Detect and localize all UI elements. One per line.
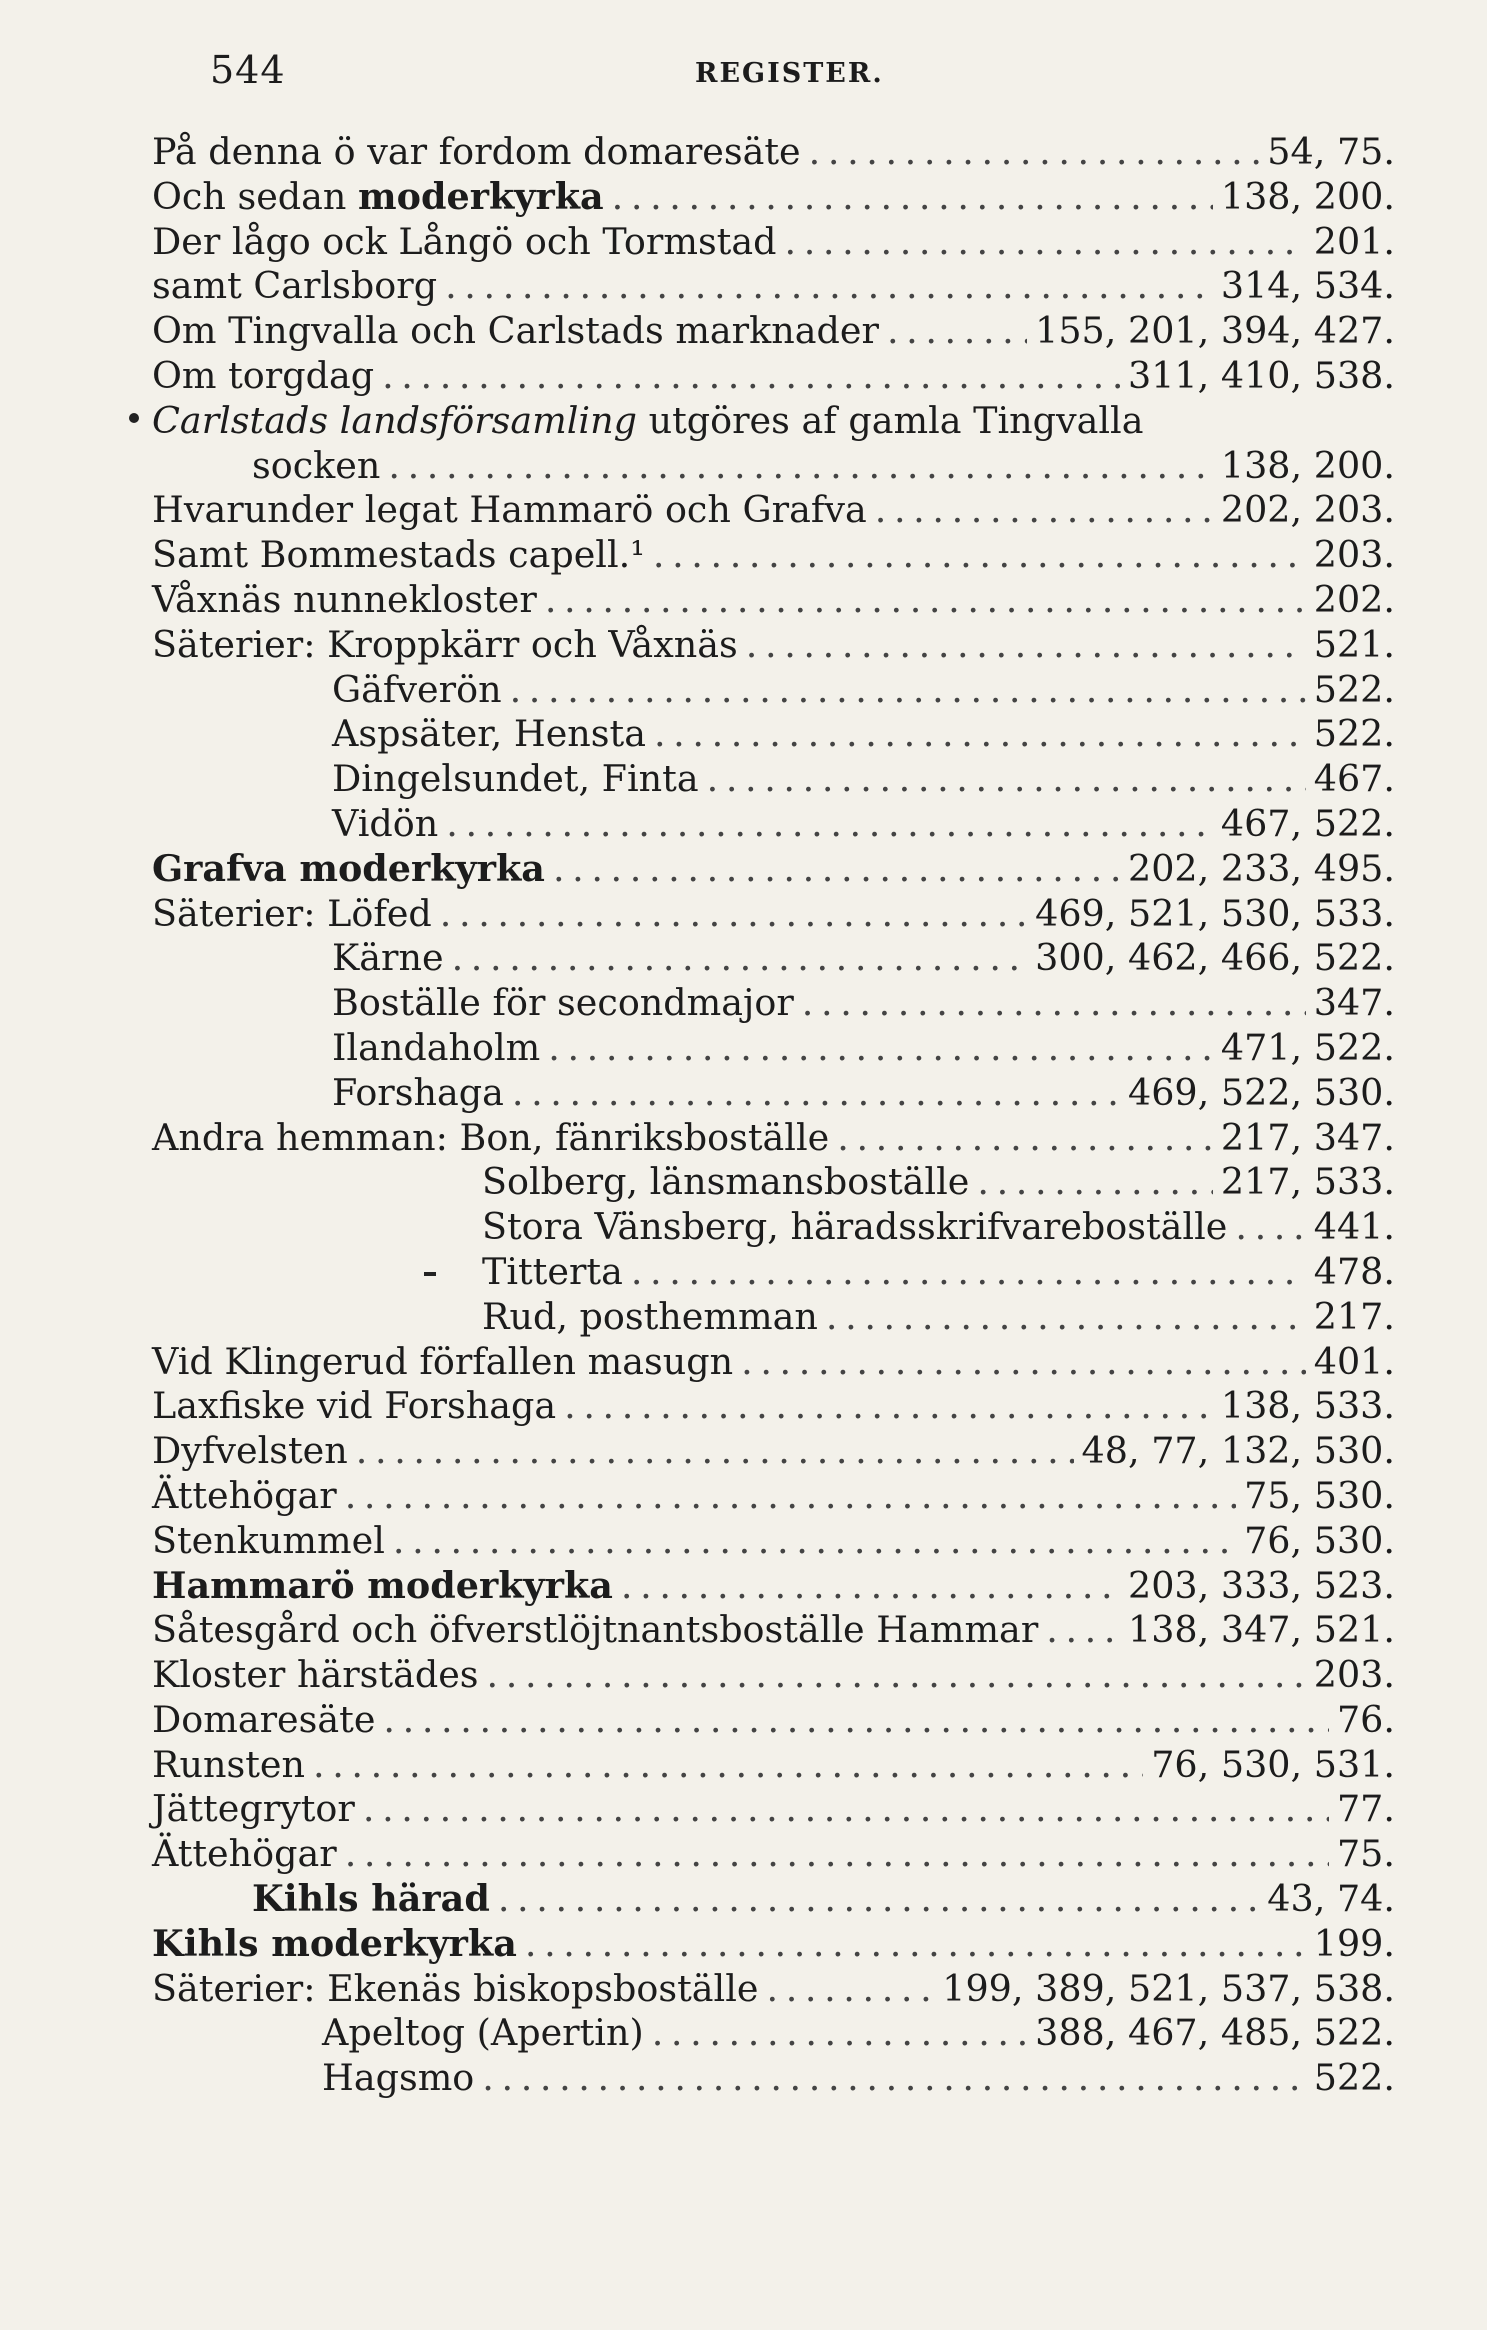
entry-label: Samt Bommestads capell.¹ (152, 533, 645, 577)
entry-label-bold: Grafva moderkyrka (152, 846, 545, 890)
entry-refs: 202, 203. (1220, 488, 1395, 532)
entry-refs: 138, 200. (1220, 443, 1395, 487)
entry-label: Dyfvelsten (152, 1429, 348, 1473)
entry-label: Våxnäs nunnekloster (152, 577, 537, 621)
index-entry (152, 309, 1395, 354)
entry-label: Rud, posthemman (482, 1294, 818, 1338)
entry-refs: 441. (1313, 1205, 1395, 1249)
entry-label: Andra hemman: Bon, fänriksboställe (152, 1115, 830, 1159)
entry-refs: 469, 522, 530. (1127, 1070, 1395, 1114)
entry-label: Kärne (332, 936, 444, 980)
entry-label: Dingelsundet, Finta (332, 757, 699, 801)
entry-label: Ättehögar (152, 1473, 337, 1517)
index-entry (152, 2056, 1395, 2101)
index-entry (152, 802, 1395, 847)
index-entry (152, 2011, 1395, 2056)
entry-label: Jättegrytor (152, 1787, 355, 1831)
entry-refs: 300, 462, 466, 522. (1035, 936, 1395, 980)
entry-label: På denna ö var fordom domaresäte (152, 130, 801, 173)
entry-label: Forshaga (332, 1070, 504, 1114)
index-entry (152, 399, 1395, 444)
entry-refs: 199, 389, 521, 537, 538. (942, 1966, 1395, 2010)
entry-label: Såtesgård och öfverstlöjtnantsboställe Hammar (152, 1608, 1039, 1652)
index-entry (152, 130, 1395, 175)
entry-refs: 522. (1313, 667, 1395, 711)
index-entry (152, 1922, 1395, 1967)
entry-label-bold: Kihls härad (252, 1877, 490, 1921)
entry-label: utgöres af gamla Tingvalla (636, 398, 1144, 442)
entry-label-bold: moderkyrka (358, 174, 604, 218)
index-entry (152, 847, 1395, 892)
entry-refs: 75. (1336, 1832, 1395, 1876)
margin-dash (424, 1272, 436, 1276)
entry-label: Säterier: Ekenäs biskopsboställe (152, 1966, 759, 2010)
entry-refs: 138, 200. (1220, 174, 1395, 218)
index-entries (152, 130, 1395, 2101)
index-entry (152, 1071, 1395, 1116)
entry-refs: 347. (1313, 981, 1395, 1025)
entry-label: Runsten (152, 1742, 306, 1786)
index-entry (152, 1384, 1395, 1429)
entry-label: Hagsmo (322, 2056, 475, 2100)
entry-label-italic: Carlstads landsförsamling (152, 398, 637, 442)
index-entry (152, 1116, 1395, 1161)
entry-refs: 314, 534. (1220, 264, 1395, 308)
index-entry (152, 1295, 1395, 1340)
index-entry (152, 1877, 1395, 1922)
entry-refs: 203. (1313, 1653, 1395, 1697)
index-entry (152, 220, 1395, 265)
entry-refs: 471, 522. (1220, 1025, 1395, 1069)
index-entry (152, 1608, 1395, 1653)
index-entry (152, 981, 1395, 1026)
index-entry (152, 533, 1395, 578)
index-entry (152, 1026, 1395, 1071)
index-entry (152, 1832, 1395, 1877)
index-entry (152, 668, 1395, 713)
index-entry (152, 1743, 1395, 1788)
entry-label: Och sedan (152, 174, 359, 218)
entry-label: Kloster härstädes (152, 1653, 479, 1697)
index-entry (152, 1429, 1395, 1474)
entry-refs: 478. (1313, 1249, 1395, 1293)
entry-refs: 467, 522. (1220, 801, 1395, 845)
index-entry (152, 892, 1395, 937)
entry-refs: 217, 533. (1220, 1160, 1395, 1204)
entry-refs: 203. (1313, 533, 1395, 577)
index-entry (152, 712, 1395, 757)
index-entry (152, 623, 1395, 668)
running-title: REGISTER. (695, 58, 884, 89)
index-entry (152, 1967, 1395, 2012)
entry-refs: 521. (1313, 622, 1395, 666)
entry-label: Gäfverön (332, 667, 502, 711)
index-entry (152, 1564, 1395, 1609)
index-entry (152, 1698, 1395, 1743)
entry-refs: 311, 410, 538. (1127, 353, 1395, 397)
entry-refs: 155, 201, 394, 427. (1035, 309, 1395, 353)
entry-label: Om torgdag (152, 353, 375, 397)
entry-refs: 217. (1313, 1294, 1395, 1338)
entry-refs: 77. (1336, 1787, 1395, 1831)
index-entry (152, 1787, 1395, 1832)
margin-mark (129, 413, 139, 423)
index-entry (152, 264, 1395, 309)
page-header (0, 38, 1487, 98)
entry-label: Säterier: Kroppkärr och Våxnäs (152, 622, 738, 666)
entry-label: Stenkummel (152, 1518, 385, 1562)
index-entry (152, 757, 1395, 802)
entry-label: Hvarunder legat Hammarö och Grafva (152, 488, 867, 532)
entry-refs: 75, 530. (1244, 1473, 1395, 1517)
index-entry (152, 444, 1395, 489)
index-entry (152, 1340, 1395, 1385)
page-number: 544 (210, 48, 286, 92)
entry-refs: 201. (1313, 219, 1395, 263)
entry-label: socken (252, 443, 381, 487)
entry-refs: 469, 521, 530, 533. (1035, 891, 1395, 935)
entry-refs: 202, 233, 495. (1127, 846, 1395, 890)
entry-label: Der lågo ock Långö och Tormstad (152, 219, 777, 263)
entry-label: Om Tingvalla och Carlstads marknader (152, 309, 879, 353)
entry-refs: 522. (1313, 2056, 1395, 2100)
entry-label: Stora Vänsberg, häradsskrifvareboställe (482, 1205, 1228, 1249)
entry-label: Solberg, länsmansboställe (482, 1160, 970, 1204)
index-entry (152, 578, 1395, 623)
index-entry (152, 1250, 1395, 1295)
entry-label: Laxfiske vid Forshaga (152, 1384, 557, 1428)
entry-label: Domaresäte (152, 1697, 376, 1741)
entry-refs: 199. (1313, 1921, 1395, 1965)
entry-refs: 76, 530. (1244, 1518, 1395, 1562)
entry-label: Aspsäter, Hensta (332, 712, 646, 756)
entry-refs: 217, 347. (1220, 1115, 1395, 1159)
entry-refs: 76, 530, 531. (1151, 1742, 1395, 1786)
entry-refs: 76. (1336, 1697, 1395, 1741)
index-entry (152, 488, 1395, 533)
entry-label: Ättehögar (152, 1832, 337, 1876)
entry-refs: 138, 533. (1220, 1384, 1395, 1428)
entry-label: Säterier: Löfed (152, 891, 432, 935)
entry-refs: 522. (1313, 712, 1395, 756)
index-entry (152, 1205, 1395, 1250)
entry-label: Ilandaholm (332, 1025, 541, 1069)
entry-label: Vidön (332, 801, 439, 845)
index-entry (152, 1519, 1395, 1564)
entry-label: samt Carlsborg (152, 264, 438, 308)
entry-label-bold: Kihls moderkyrka (152, 1921, 517, 1965)
index-entry (152, 1474, 1395, 1519)
entry-label: Boställe för secondmajor (332, 981, 794, 1025)
index-entry (152, 1653, 1395, 1698)
entry-refs: 54, 75. (1267, 130, 1395, 173)
entry-refs: 202. (1313, 577, 1395, 621)
entry-label: Apeltog (Apertin) (322, 2011, 644, 2055)
entry-refs: 48, 77, 132, 530. (1081, 1429, 1395, 1473)
entry-label: Titterta (482, 1249, 623, 1293)
entry-refs: 401. (1313, 1339, 1395, 1383)
index-entry (152, 936, 1395, 981)
index-entry (152, 1160, 1395, 1205)
entry-refs: 43, 74. (1267, 1877, 1395, 1921)
entry-refs: 467. (1313, 757, 1395, 801)
entry-refs: 388, 467, 485, 522. (1035, 2011, 1395, 2055)
entry-refs: 138, 347, 521. (1127, 1608, 1395, 1652)
entry-refs: 203, 333, 523. (1127, 1563, 1395, 1607)
index-entry (152, 175, 1395, 220)
entry-label-bold: Hammarö moderkyrka (152, 1563, 613, 1607)
entry-label: Vid Klingerud förfallen masugn (152, 1339, 734, 1383)
index-entry (152, 354, 1395, 399)
